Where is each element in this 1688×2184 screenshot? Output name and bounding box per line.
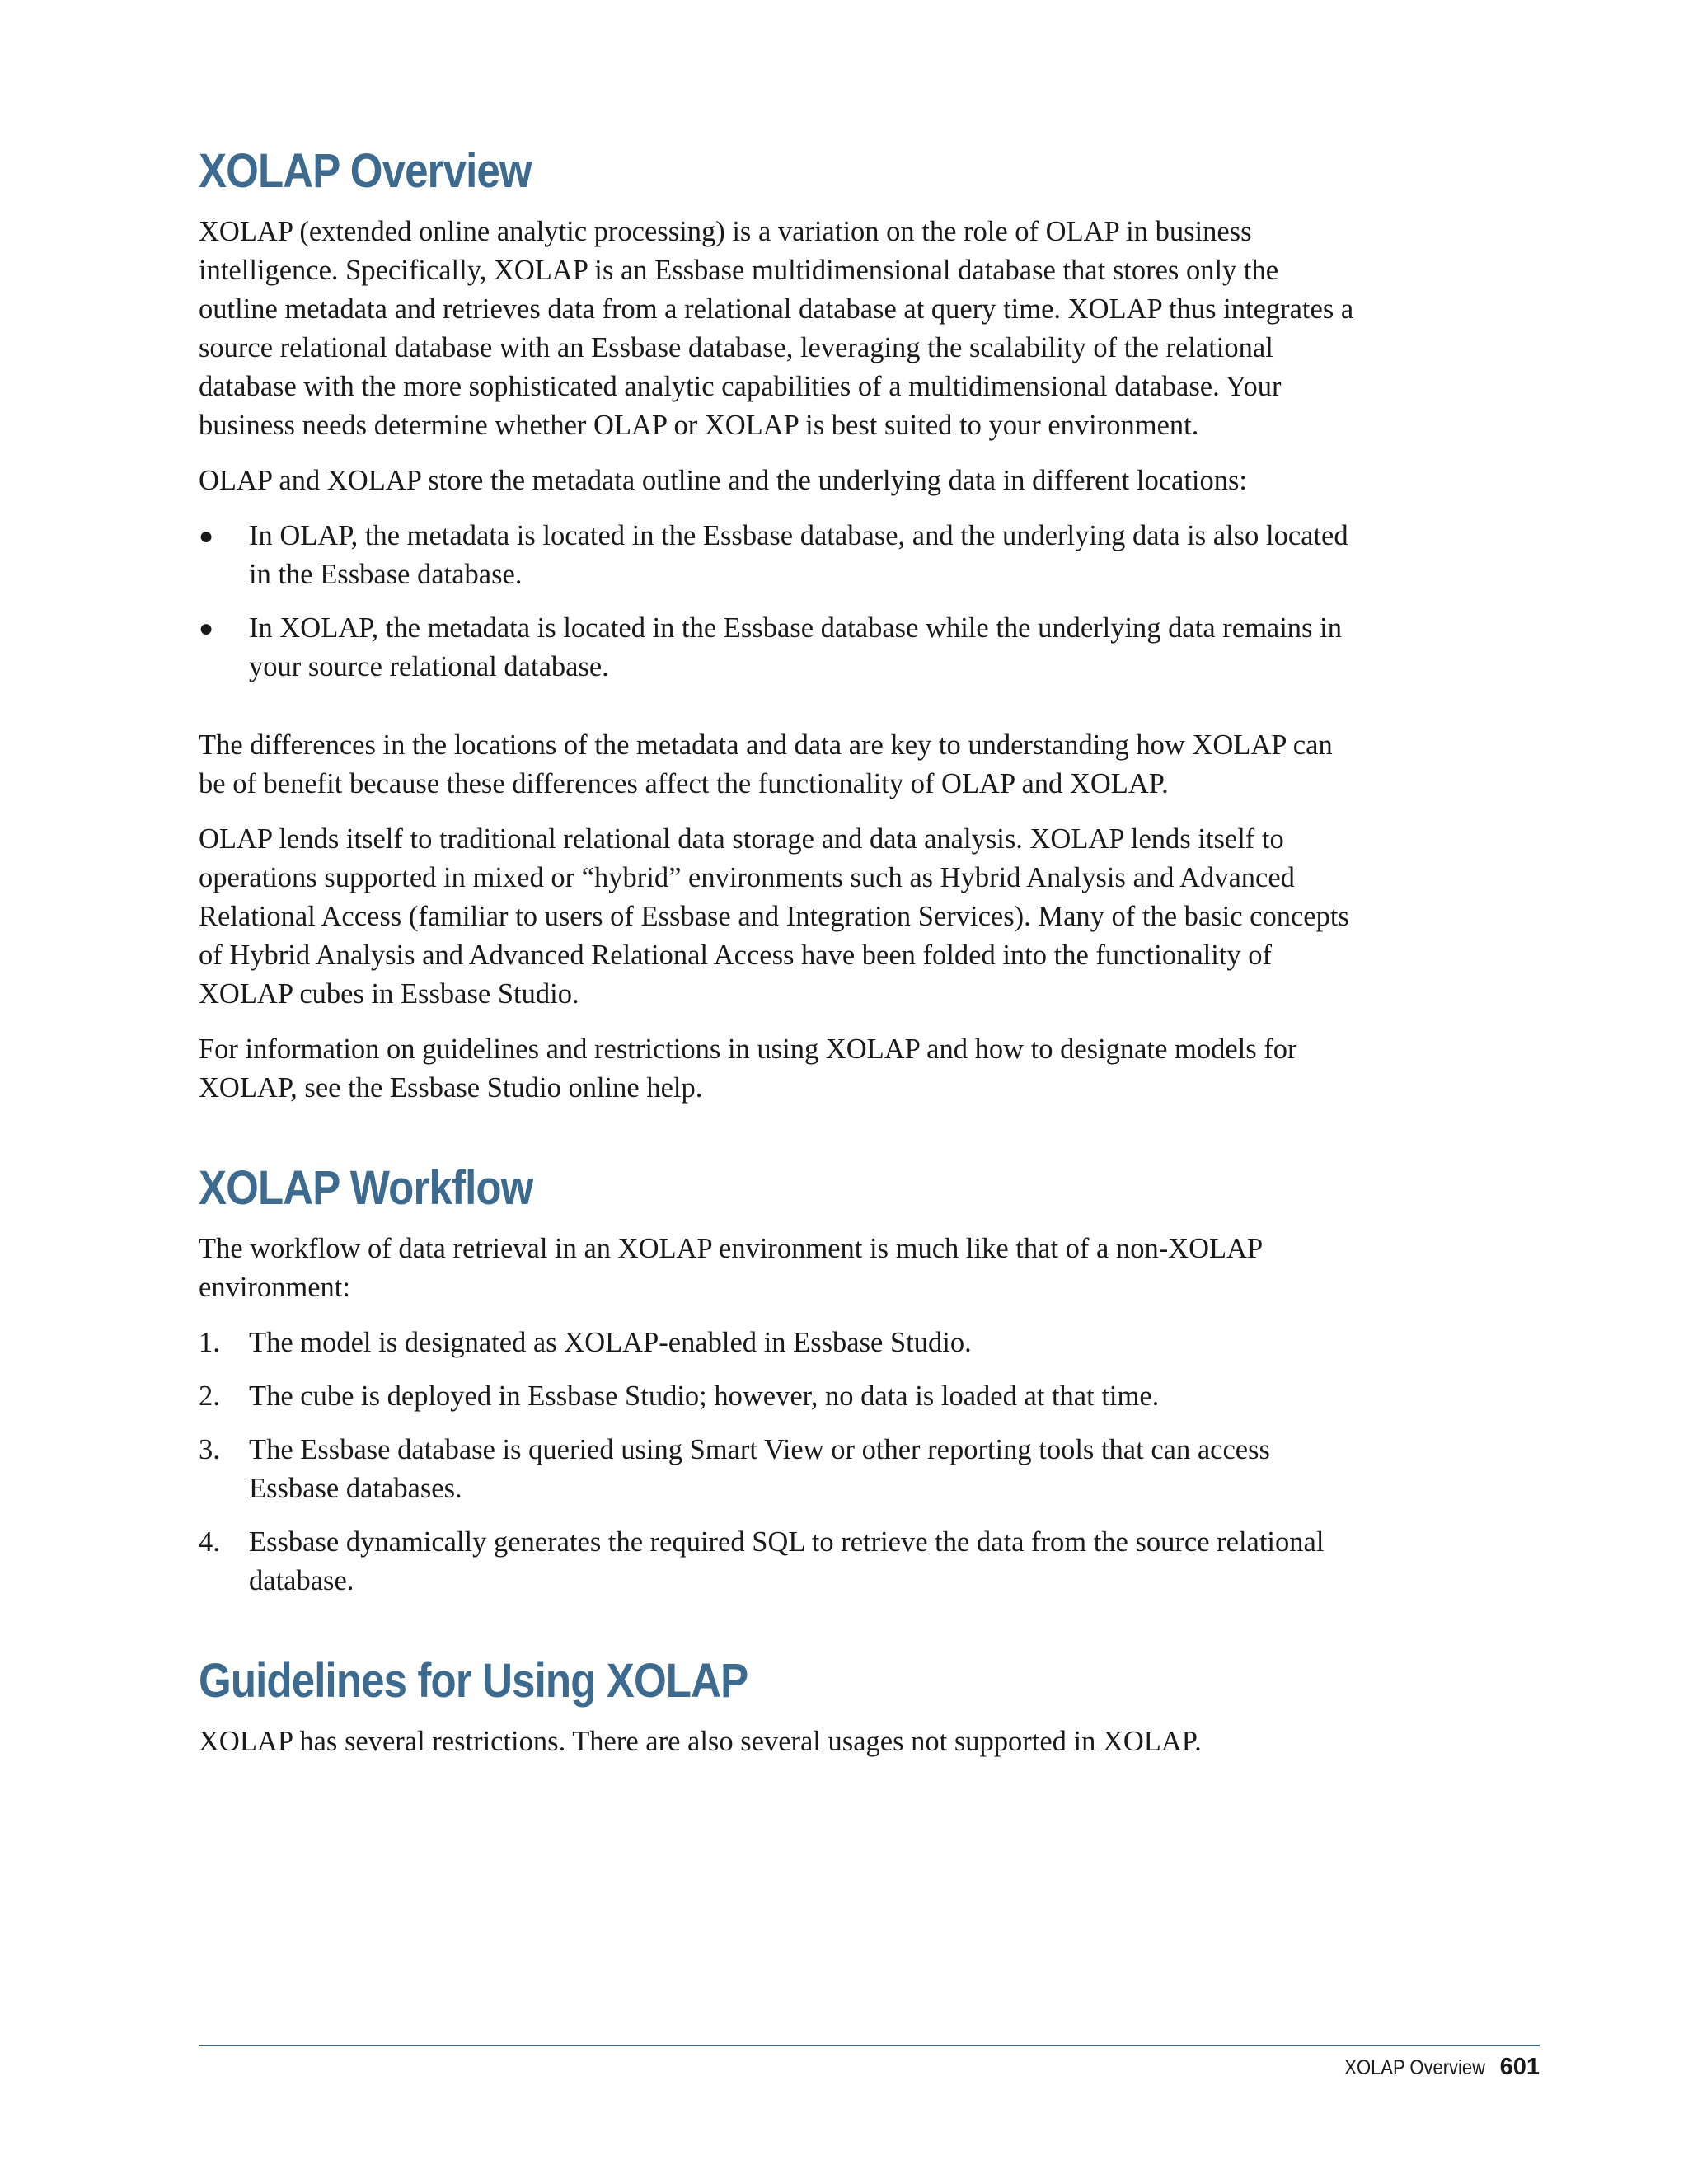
paragraph-locations: OLAP and XOLAP store the metadata outline and the underlying data in different locations: (199, 465, 1248, 496)
spacer (199, 703, 1357, 726)
paragraph-more-info: For information on guidelines and restrictions in using XOLAP and how to designate models for XOLAP, see the Essbase Studio online help. (199, 1033, 1297, 1104)
paragraph-restrictions: XOLAP has several restrictions. There are also several usages not supported in XOLAP. (199, 1726, 1202, 1757)
bullet-icon: ● (199, 523, 214, 550)
page-content (199, 140, 1357, 1778)
bullet-icon: ● (199, 615, 214, 642)
paragraph-workflow-intro: The workflow of data retrieval in an XOLAP environment is much like that of a non-XOLAP environment: (199, 1233, 1262, 1303)
footer-title: XOLAP Overview (1343, 2056, 1485, 2079)
bullet-list (199, 517, 1357, 687)
list-item-text: In OLAP, the metadata is located in the Essbase database, and the underlying data is also located in the Essbase database. (249, 520, 1348, 590)
section-heading-xolap-workflow: XOLAP Workflow (199, 1161, 533, 1215)
list-item-text: The model is designated as XOLAP-enabled in Essbase Studio. (249, 1327, 972, 1358)
footer-divider (199, 2045, 1540, 2046)
list-item-number: 2. (199, 1380, 220, 1412)
list-item (199, 517, 1357, 594)
list-item-text: The Essbase database is queried using Smart View or other reporting tools that can access Essbase databases. (249, 1434, 1270, 1504)
list-item (199, 1324, 1357, 1362)
numbered-list (199, 1324, 1357, 1601)
list-item-number: 4. (199, 1526, 220, 1558)
list-item-text: In XOLAP, the metadata is located in the Essbase database while the underlying data remains in your source relational database. (249, 612, 1342, 682)
list-item-number: 1. (199, 1327, 220, 1358)
list-item-text: Essbase dynamically generates the required SQL to retrieve the data from the source relational database. (249, 1526, 1325, 1596)
list-item (199, 609, 1357, 687)
section-heading-xolap-overview: XOLAP Overview (199, 144, 532, 198)
list-item (199, 1431, 1357, 1508)
paragraph-olap-lends: OLAP lends itself to traditional relational data storage and data analysis. XOLAP lends itself to operations supported in mixed or “hybrid” environments such as Hybrid Analysis and Advanced Relational Access (familiar to users of Essbase and Integration Services). Many of the basic concepts of Hybrid Analysis and Advanced Relational Access have been folded into the functionality of XOLAP cubes in Essbase Studio. (199, 823, 1349, 1010)
list-item (199, 1377, 1357, 1416)
list-item-text: The cube is deployed in Essbase Studio; however, no data is loaded at that time. (249, 1380, 1160, 1412)
list-item (199, 1523, 1357, 1601)
section-heading-guidelines: Guidelines for Using XOLAP (199, 1654, 748, 1708)
page-footer (1325, 2052, 1540, 2083)
paragraph-intro: XOLAP (extended online analytic processing) is a variation on the role of OLAP in business intelligence. Specifically, XOLAP is an Essbase multidimensional database that stores only the outline metadata and retrieves data from a relational database at query time. XOLAP thus integrates a source relational database with an Essbase database, leveraging the scalability of the relational database with the more sophisticated analytic capabilities of a multidimensional database. Your business needs determine whether OLAP or XOLAP is best suited to your environment. (199, 216, 1354, 441)
list-item-number: 3. (199, 1434, 220, 1465)
page-number: 601 (1499, 2054, 1540, 2080)
paragraph-differences: The differences in the locations of the metadata and data are key to understanding how XOLAP can be of benefit because these differences affect the functionality of OLAP and XOLAP. (199, 729, 1333, 799)
